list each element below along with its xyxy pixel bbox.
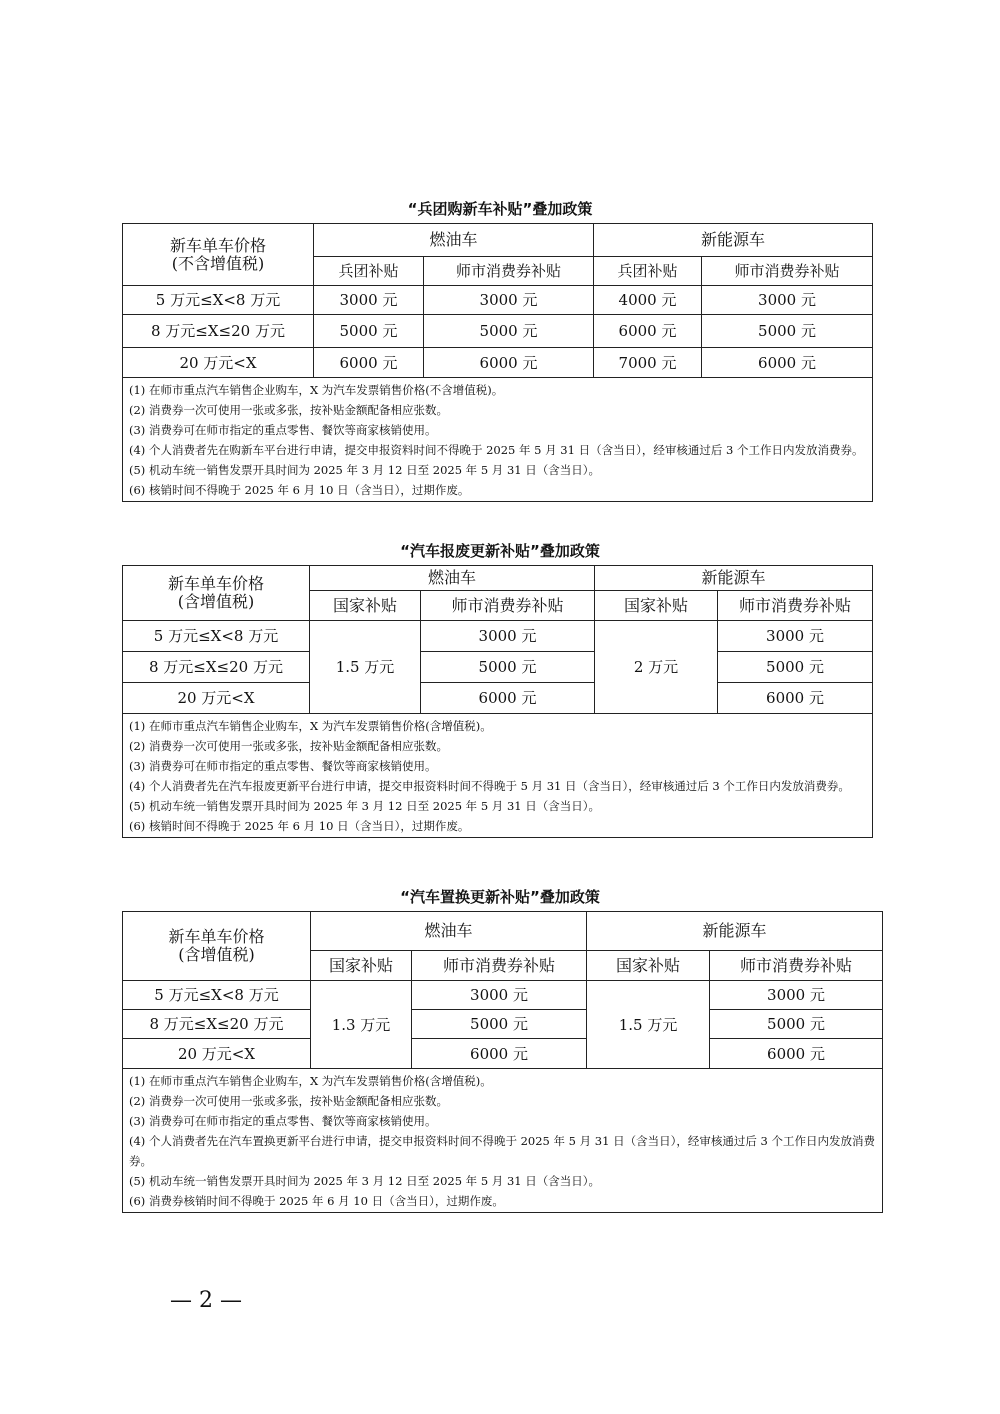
- note-line: (1) 在师市重点汽车销售企业购车，X 为汽车发票销售价格(含增值税)。: [129, 719, 492, 733]
- note-line: (6) 消费券核销时间不得晚于 2025 年 6 月 10 日（含当日），过期作废。: [129, 1194, 504, 1208]
- section-title-3: “汽车置换更新补贴”叠加政策: [400, 888, 600, 906]
- price-range: 20 万元<X: [123, 1039, 311, 1069]
- subsidy-table-1: [122, 223, 873, 502]
- notes-cell: [123, 378, 873, 502]
- price-range: 20 万元<X: [123, 683, 310, 714]
- sub-header: 兵团补贴: [594, 257, 702, 286]
- note-line: (4) 个人消费者先在汽车置换更新平台进行申请，提交申报资料时间不得晚于 2025 年 5 月 31 日（含当日），经审核通过后 3 个工作日内发放消费券。: [129, 1134, 875, 1168]
- note-line: (3) 消费券可在师市指定的重点零售、餐饮等商家核销使用。: [129, 1114, 437, 1128]
- price-range: 5 万元≤X<8 万元: [123, 286, 314, 315]
- table-row: [123, 981, 883, 1010]
- fuel-national-subsidy: 1.3 万元: [311, 981, 412, 1069]
- subsidy-value: 6000 元: [702, 348, 873, 378]
- subsidy-value: 6000 元: [718, 683, 873, 714]
- sub-header: 国家补贴: [587, 951, 710, 981]
- subsidy-value: 3000 元: [424, 286, 594, 315]
- price-header-note: (不含增值税): [171, 253, 265, 273]
- table-row: [123, 286, 873, 315]
- price-header-cell: [123, 566, 310, 621]
- note-line: (5) 机动车统一销售发票开具时间为 2025 年 3 月 12 日至 2025 年 5 月 31 日（含当日）。: [129, 799, 600, 813]
- notes-cell: [123, 1069, 883, 1213]
- price-range: 5 万元≤X<8 万元: [123, 981, 311, 1010]
- table-row: [123, 348, 873, 378]
- subsidy-value: 5000 元: [702, 315, 873, 348]
- sub-header: 师市消费券补贴: [718, 591, 873, 621]
- subsidy-value: 4000 元: [594, 286, 702, 315]
- fuel-national-subsidy: 1.5 万元: [310, 621, 421, 714]
- subsidy-value: 6000 元: [710, 1039, 883, 1069]
- table-row: [123, 683, 873, 714]
- price-header-cell: [123, 912, 311, 981]
- table-row: [123, 652, 873, 683]
- subsidy-table-2: [122, 565, 873, 838]
- subsidy-value: 3000 元: [314, 286, 424, 315]
- nev-national-subsidy: 2 万元: [595, 621, 718, 714]
- note-line: (3) 消费券可在师市指定的重点零售、餐饮等商家核销使用。: [129, 759, 437, 773]
- subsidy-value: 3000 元: [412, 981, 587, 1010]
- price-range: 8 万元≤X≤20 万元: [123, 652, 310, 683]
- subsidy-value: 3000 元: [718, 621, 873, 652]
- subsidy-value: 6000 元: [412, 1039, 587, 1069]
- note-line: (5) 机动车统一销售发票开具时间为 2025 年 3 月 12 日至 2025 年 5 月 31 日（含当日）。: [129, 463, 600, 477]
- note-line: (2) 消费券一次可使用一张或多张，按补贴金额配备相应张数。: [129, 403, 448, 417]
- price-header-cell: [123, 224, 314, 286]
- sub-header: 师市消费券补贴: [424, 257, 594, 286]
- sub-header: 兵团补贴: [314, 257, 424, 286]
- nev-national-subsidy: 1.5 万元: [587, 981, 710, 1069]
- subsidy-value: 5000 元: [412, 1010, 587, 1039]
- subsidy-value: 6000 元: [314, 348, 424, 378]
- note-line: (6) 核销时间不得晚于 2025 年 6 月 10 日（含当日），过期作废。: [129, 819, 470, 833]
- price-header-label: 新车单车价格: [167, 574, 264, 593]
- price-header-label: 新车单车价格: [169, 235, 266, 255]
- price-header-note: (含增值税): [178, 945, 255, 964]
- table-row: [123, 1010, 883, 1039]
- subsidy-value: 7000 元: [594, 348, 702, 378]
- subsidy-value: 6000 元: [421, 683, 595, 714]
- section-title-2: “汽车报废更新补贴”叠加政策: [400, 542, 600, 560]
- price-range: 8 万元≤X≤20 万元: [123, 1010, 311, 1039]
- fuel-header: 燃油车: [314, 224, 594, 257]
- notes-cell: [123, 714, 873, 838]
- section-title-1: “兵团购新车补贴”叠加政策: [407, 200, 593, 218]
- subsidy-value: 6000 元: [424, 348, 594, 378]
- nev-header: 新能源车: [595, 566, 873, 591]
- subsidy-value: 5000 元: [710, 1010, 883, 1039]
- price-header-note: (含增值税): [177, 592, 255, 611]
- subsidy-value: 6000 元: [594, 315, 702, 348]
- note-line: (1) 在师市重点汽车销售企业购车，X 为汽车发票销售价格(含增值税)。: [129, 1074, 492, 1088]
- price-range: 8 万元≤X≤20 万元: [123, 315, 314, 348]
- note-line: (5) 机动车统一销售发票开具时间为 2025 年 3 月 12 日至 2025 年 5 月 31 日（含当日）。: [129, 1174, 600, 1188]
- sub-header: 师市消费券补贴: [710, 951, 883, 981]
- note-line: (4) 个人消费者先在购新车平台进行申请，提交申报资料时间不得晚于 2025 年 5 月 31 日（含当日），经审核通过后 3 个工作日内发放消费券。: [129, 443, 864, 457]
- table-row: [123, 621, 873, 652]
- sub-header: 师市消费券补贴: [702, 257, 873, 286]
- page-number: — 2 —: [170, 1288, 242, 1313]
- subsidy-value: 3000 元: [702, 286, 873, 315]
- subsidy-value: 5000 元: [718, 652, 873, 683]
- subsidy-value: 5000 元: [314, 315, 424, 348]
- fuel-header: 燃油车: [311, 912, 587, 951]
- sub-header: 师市消费券补贴: [421, 591, 595, 621]
- note-line: (4) 个人消费者先在汽车报废更新平台进行申请，提交申报资料时间不得晚于 5 月 31 日（含当日），经审核通过后 3 个工作日内发放消费券。: [129, 779, 850, 793]
- price-range: 5 万元≤X<8 万元: [123, 621, 310, 652]
- price-range: 20 万元<X: [123, 348, 314, 378]
- sub-header: 国家补贴: [595, 591, 718, 621]
- subsidy-table-3: [122, 911, 883, 1213]
- nev-header: 新能源车: [594, 224, 873, 257]
- subsidy-value: 3000 元: [421, 621, 595, 652]
- subsidy-value: 5000 元: [421, 652, 595, 683]
- sub-header: 国家补贴: [310, 591, 421, 621]
- subsidy-value: 3000 元: [710, 981, 883, 1010]
- note-line: (2) 消费券一次可使用一张或多张，按补贴金额配备相应张数。: [129, 739, 448, 753]
- note-line: (2) 消费券一次可使用一张或多张，按补贴金额配备相应张数。: [129, 1094, 448, 1108]
- fuel-header: 燃油车: [310, 566, 595, 591]
- table-row: [123, 315, 873, 348]
- sub-header: 国家补贴: [311, 951, 412, 981]
- nev-header: 新能源车: [587, 912, 883, 951]
- note-line: (6) 核销时间不得晚于 2025 年 6 月 10 日（含当日），过期作废。: [129, 483, 470, 497]
- note-line: (3) 消费券可在师市指定的重点零售、餐饮等商家核销使用。: [129, 423, 437, 437]
- table-row: [123, 1039, 883, 1069]
- price-header-label: 新车单车价格: [168, 927, 265, 946]
- subsidy-value: 5000 元: [424, 315, 594, 348]
- sub-header: 师市消费券补贴: [412, 951, 587, 981]
- note-line: (1) 在师市重点汽车销售企业购车，X 为汽车发票销售价格(不含增值税)。: [129, 383, 504, 397]
